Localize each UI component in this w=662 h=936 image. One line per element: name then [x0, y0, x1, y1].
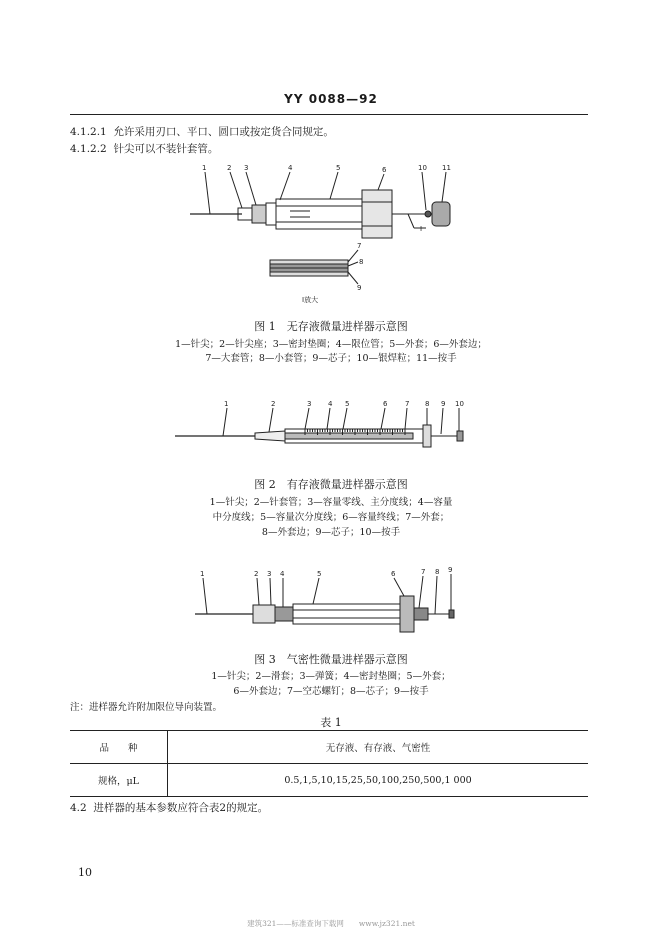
fig3-callout-1: 1	[200, 570, 205, 578]
clause-number: 4.1.2.2	[70, 143, 107, 155]
figure-2-caption: 图 2 有存液微量进样器示意图	[254, 478, 408, 491]
fig1-callout-4: 4	[288, 164, 293, 172]
table-1-title: 表 1	[320, 716, 342, 729]
clause-text: 针尖可以不装针套管。	[113, 143, 219, 155]
fig3-callout-5: 5	[317, 570, 322, 578]
clause-4-1-2-2	[70, 141, 218, 156]
fig1-callout-5: 5	[336, 164, 341, 172]
fig1-callout-3: 3	[244, 164, 249, 172]
fig1-detail-label: I放大	[302, 296, 319, 304]
clause-text: 进样器的基本参数应符合表2的规定。	[93, 802, 269, 814]
table-cell-value: 0.5,1,5,10,15,25,50,100,250,500,1 000	[168, 764, 589, 797]
table-row	[70, 764, 588, 797]
fig2-callout-1: 1	[224, 400, 229, 408]
fig1-callout-8: 8	[359, 258, 364, 266]
figure-3-drawing	[195, 566, 465, 638]
fig1-callout-10: 10	[418, 164, 427, 172]
fig3-callout-8: 8	[435, 568, 440, 576]
fig1-callout-11: 11	[442, 164, 451, 172]
fig3-callout-2: 2	[254, 570, 259, 578]
table-cell-label: 规格，μL	[70, 764, 168, 797]
header-rule	[70, 114, 588, 115]
fig1-callout-9: 9	[357, 284, 362, 292]
clause-4-1-2-1	[70, 124, 334, 139]
fig2-callout-2: 2	[271, 400, 276, 408]
watermark: 建筑321——标准查询下载网 www.jz321.net	[247, 919, 415, 928]
fig2-callout-5: 5	[345, 400, 350, 408]
fig3-callout-7: 7	[421, 568, 426, 576]
figure-3-caption: 图 3 气密性微量进样器示意图	[254, 653, 408, 666]
figure-1-caption: 图 1 无存液微量进样器示意图	[254, 320, 408, 333]
figure-1-legend-line2: 7—大套管；8—小套管；9—芯子；10—银焊粒；11—按手	[205, 353, 457, 364]
table-cell-label: 品 种	[70, 731, 168, 764]
fig2-callout-6: 6	[383, 400, 388, 408]
figure-note: 注：进样器允许附加限位导向装置。	[70, 702, 223, 713]
fig2-callout-4: 4	[328, 400, 333, 408]
table-cell-value: 无存液、有存液、气密性	[168, 731, 589, 764]
fig1-callout-7: 7	[357, 242, 362, 250]
figure-2-legend-line3: 8—外套边；9—芯子；10—按手	[261, 527, 401, 538]
standard-code: YY 0088—92	[284, 92, 378, 106]
clause-number: 4.2	[70, 802, 87, 814]
figure-3-legend-line1: 1—针尖；2—滑套；3—弹簧；4—密封垫圈；5—外套；	[211, 671, 451, 682]
figure-2-legend-line1: 1—针尖；2—针套管；3—容量零线、主分度线；4—容量	[209, 497, 453, 508]
table-row	[70, 731, 588, 764]
fig2-callout-9: 9	[441, 400, 446, 408]
table-1	[70, 730, 588, 797]
figure-2-legend-line2: 中分度线；5—容量次分度线；6—容量终线；7—外套；	[212, 512, 450, 523]
clause-number: 4.1.2.1	[70, 126, 107, 138]
figure-2-drawing	[175, 396, 475, 456]
fig2-callout-7: 7	[405, 400, 410, 408]
fig1-detail-marker: I	[420, 225, 423, 233]
fig3-callout-3: 3	[267, 570, 272, 578]
fig3-callout-4: 4	[280, 570, 285, 578]
fig3-callout-6: 6	[391, 570, 396, 578]
figure-3-legend-line2: 6—外套边；7—空芯螺钉；8—芯子；9—按手	[233, 686, 429, 697]
fig1-callout-6: 6	[382, 166, 387, 174]
clause-text: 允许采用刃口、平口、圆口或按定货合同规定。	[113, 126, 334, 138]
fig1-callout-1: 1	[202, 164, 207, 172]
figure-1-legend-line1: 1—针尖；2—针尖座；3—密封垫圈；4—限位管；5—外套；6—外套边；	[175, 339, 487, 350]
page-number: 10	[78, 866, 92, 879]
figure-1-drawing	[190, 162, 480, 304]
fig2-callout-8: 8	[425, 400, 430, 408]
clause-4-2	[70, 800, 268, 815]
fig2-callout-10: 10	[455, 400, 464, 408]
fig3-callout-9: 9	[448, 566, 453, 574]
fig1-callout-2: 2	[227, 164, 232, 172]
fig2-callout-3: 3	[307, 400, 312, 408]
